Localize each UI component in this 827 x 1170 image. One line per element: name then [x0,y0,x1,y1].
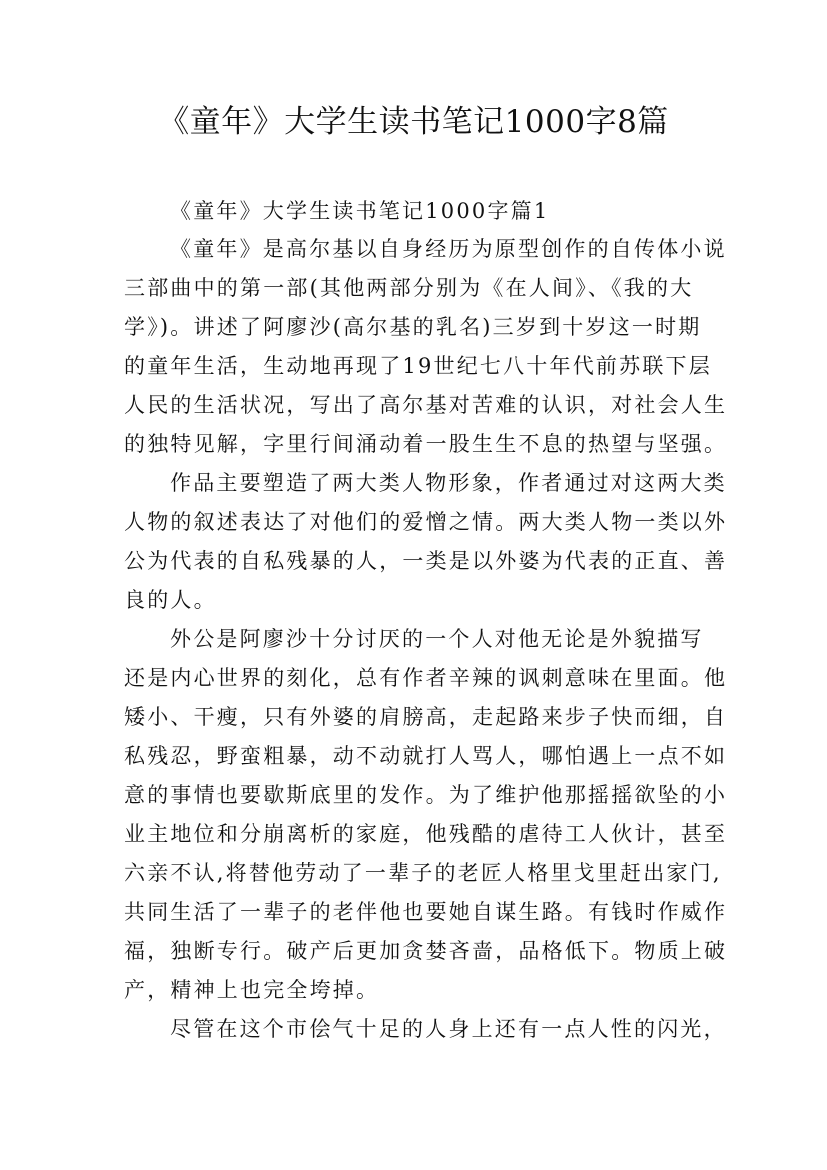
section-heading: 《童年》大学生读书笔记1000字篇1 [170,199,550,223]
paragraph-1-line-3: 学》)。讲述了阿廖沙(高尔基的乳名)三岁到十岁这一时期 [124,315,702,339]
paragraph-1-line-2: 三部曲中的第一部(其他两部分别为《在人间》、《我的大 [124,276,694,300]
paragraph-2-line-1: 作品主要塑造了两大类人物形象，作者通过对这两大类 [170,471,727,495]
paragraph-1-line-6: 的独特见解，字里行间涌动着一股生生不息的热望与坚强。 [124,432,728,456]
paragraph-4-line-1: 尽管在这个市侩气十足的人身上还有一点人性的闪光， [170,1017,727,1041]
paragraph-3-line-7: 六亲不认,将替他劳动了一辈子的老匠人格里戈里赶出家门, [124,861,722,885]
paragraph-2-line-2: 人物的叙述表达了对他们的爱憎之情。两大类人物一类以外 [124,510,728,534]
paragraph-3-line-10: 产，精神上也完全垮掉。 [124,978,380,1002]
paragraph-3-line-1: 外公是阿廖沙十分讨厌的一个人对他无论是外貌描写 [170,627,704,651]
paragraph-2-line-4: 良的人。 [124,588,217,612]
paragraph-3-line-9: 福，独断专行。破产后更加贪婪吝啬，品格低下。物质上破 [124,939,728,963]
paragraph-3-line-5: 意的事情也要歇斯底里的发作。为了维护他那摇摇欲坠的小 [124,783,728,807]
paragraph-1-line-4: 的童年生活，生动地再现了19世纪七八十年代前苏联下层 [124,354,712,378]
paragraph-1-line-5: 人民的生活状况，写出了高尔基对苦难的认识，对社会人生 [124,393,728,417]
paragraph-3-line-4: 私残忍，野蛮粗暴，动不动就打人骂人，哪怕遇上一点不如 [124,744,728,768]
paragraph-2-line-3: 公为代表的自私残暴的人，一类是以外婆为代表的正直、善 [124,549,728,573]
paragraph-1-line-1: 《童年》是高尔基以自身经历为原型创作的自传体小说 [170,237,727,261]
paragraph-3-line-3: 矮小、干瘦，只有外婆的肩膀高，走起路来步子快而细，自 [124,705,728,729]
paragraph-3-line-6: 业主地位和分崩离析的家庭，他残酷的虐待工人伙计，甚至 [124,822,728,846]
document-title: 《童年》大学生读书笔记1000字8篇 [158,104,669,140]
paragraph-3-line-2: 还是内心世界的刻化，总有作者辛辣的讽刺意味在里面。他 [124,666,728,690]
paragraph-3-line-8: 共同生活了一辈子的老伴他也要她自谋生路。有钱时作威作 [124,900,728,924]
